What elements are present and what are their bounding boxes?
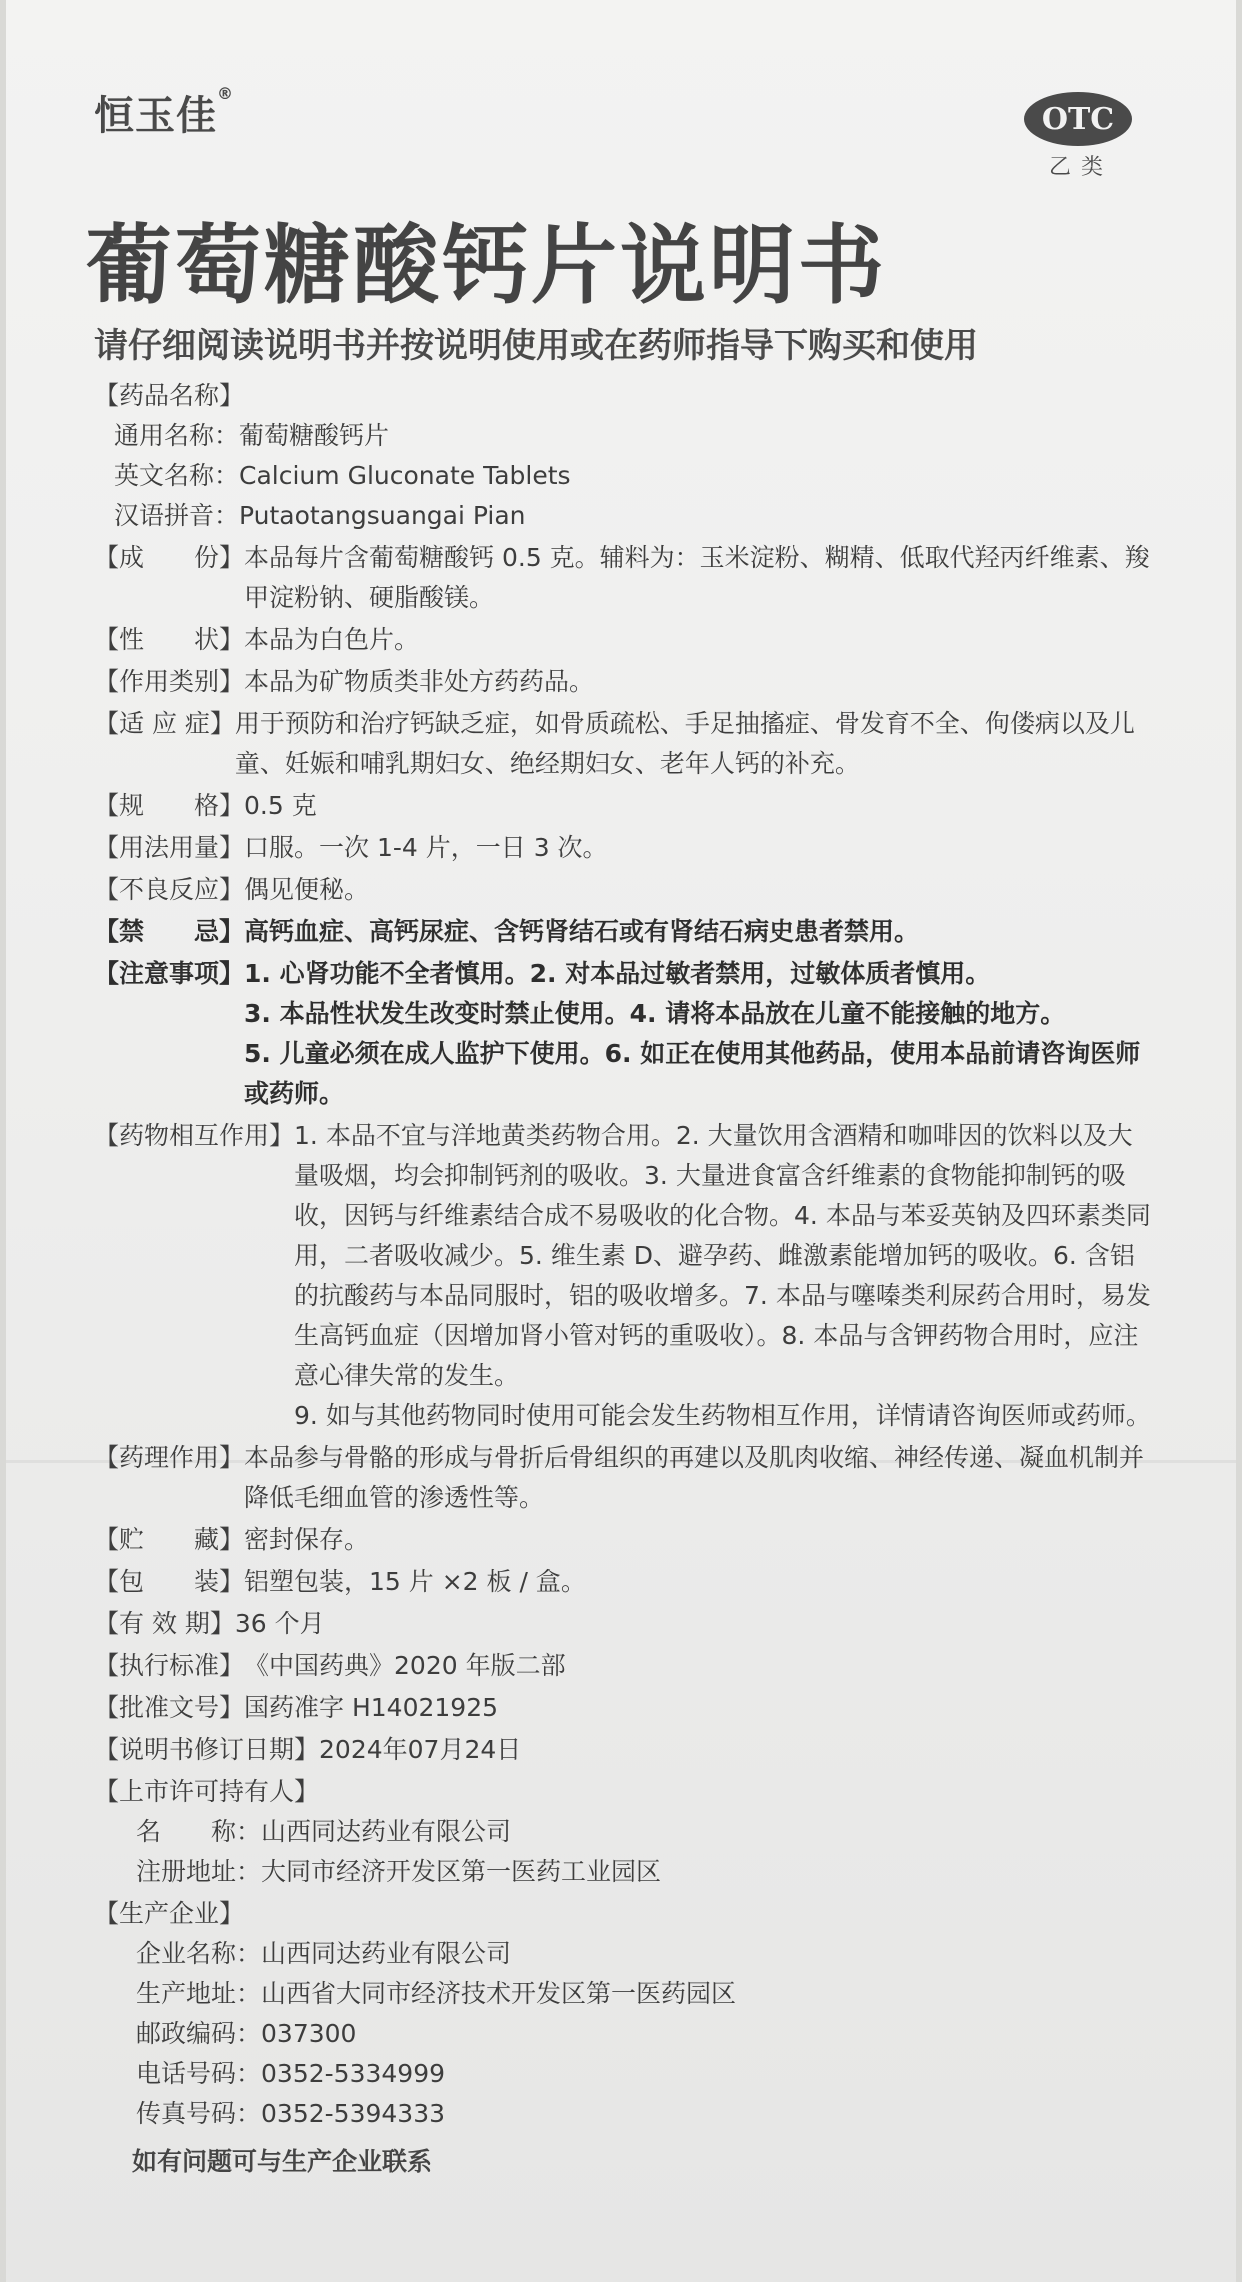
- revision-label: 【说明书修订日期】: [94, 1735, 320, 1764]
- holder-address-row: [94, 1852, 1154, 1892]
- interaction-list: [294, 1116, 1154, 1436]
- contraindication-value: 高钙血症、高钙尿症、含钙肾结石或有肾结石病史患者禁用。: [244, 917, 920, 946]
- pinyin-name-value: Putaotangsuangai Pian: [239, 501, 526, 530]
- dosage-label: 【用法用量】: [94, 833, 245, 862]
- holder-address-value: 大同市经济开发区第一医药工业园区: [261, 1857, 662, 1886]
- category-value: 本品为矿物质类非处方药药品。: [244, 667, 595, 696]
- otc-label: OTC: [1041, 101, 1115, 137]
- english-name-row: [94, 456, 1154, 496]
- revision-row: [94, 1730, 1154, 1770]
- generic-name-label: 通用名称：: [114, 421, 240, 450]
- standard-label: 【执行标准】: [94, 1651, 245, 1680]
- appearance-label: 【性 状】: [94, 625, 245, 654]
- contraindication-row: [94, 912, 1154, 952]
- section-heading-holder: 【上市许可持有人】: [94, 1777, 320, 1806]
- indication-row: [94, 704, 1154, 784]
- caution-row: [94, 954, 1154, 1114]
- category-label: 【作用类别】: [94, 667, 245, 696]
- manufacturer-name-value: 山西同达药业有限公司: [261, 1939, 512, 1968]
- page-title: 葡萄糖酸钙片说明书: [86, 216, 887, 316]
- interaction-row: [94, 1116, 1154, 1436]
- pharmacology-value: 本品参与骨骼的形成与骨折后骨组织的再建以及肌肉收缩、神经传递、凝血机制并降低毛细血管的渗透性等。: [244, 1443, 1145, 1512]
- storage-row: [94, 1520, 1154, 1560]
- pinyin-name-row: [94, 496, 1154, 536]
- caution-item: 5. 儿童必须在成人监护下使用。6. 如正在使用其他药品，使用本品前请咨询医师或药师。: [244, 1039, 1141, 1108]
- appearance-row: [94, 620, 1154, 660]
- leaflet-page: [6, 0, 1236, 2282]
- holder-name-label: 名 称：: [136, 1817, 262, 1846]
- adverse-value: 偶见便秘。: [244, 875, 370, 904]
- caution-item: 3. 本品性状发生改变时禁止使用。4. 请将本品放在儿童不能接触的地方。: [244, 999, 1066, 1028]
- adverse-label: 【不良反应】: [94, 875, 245, 904]
- pharmacology-label: 【药理作用】: [94, 1443, 245, 1472]
- registered-mark: ®: [217, 84, 234, 103]
- contact-note: 如有问题可与生产企业联系: [132, 2147, 433, 2176]
- generic-name-value: 葡萄糖酸钙片: [239, 421, 390, 450]
- approval-row: [94, 1688, 1154, 1728]
- dosage-value: 口服。一次 1-4 片，一日 3 次。: [244, 833, 608, 862]
- interaction-label: 【药物相互作用】: [94, 1121, 295, 1150]
- otc-badge: [1024, 92, 1132, 146]
- postcode-label: 邮政编码：: [136, 2019, 262, 2048]
- manufacturer-name-label: 企业名称：: [136, 1939, 262, 1968]
- appearance-value: 本品为白色片。: [244, 625, 420, 654]
- indication-value: 用于预防和治疗钙缺乏症，如骨质疏松、手足抽搐症、骨发育不全、佝偻病以及儿童、妊娠和哺乳期妇女、绝经期妇女、老年人钙的补充。: [234, 709, 1135, 778]
- interaction-text: 1. 本品不宜与洋地黄类药物合用。2. 大量饮用含酒精和咖啡因的饮料以及大量吸烟，均会抑制钙剂的吸收。3. 大量进食富含纤维素的食物能抑制钙的吸收，因钙与纤维素结合成不易吸收的化合物。4. 本品与苯妥英钠及四环素类同用，二者吸收减少。5. 维生素 D、避孕药、雌激素能增加钙的吸收。6. 含铝的抗酸药与本品同服时，铝的吸收增多。7. 本品与噻嗪类利尿药合用时，易发生高钙血症（因增加肾小管对钙的重吸收）。8. 本品与含钾药物合用时，应注意心律失常的发生。: [294, 1121, 1151, 1390]
- contraindication-label: 【禁 忌】: [94, 917, 245, 946]
- dosage-row: [94, 828, 1154, 868]
- fax-label: 传真号码：: [136, 2099, 262, 2128]
- fax-value: 0352-5394333: [261, 2099, 445, 2128]
- adverse-row: [94, 870, 1154, 910]
- leaflet-content: [94, 376, 1154, 2182]
- approval-label: 【批准文号】: [94, 1693, 245, 1722]
- manufacturer-name-row: [94, 1934, 1154, 1974]
- interaction-text: 9. 如与其他药物同时使用可能会发生药物相互作用，详情请咨询医师或药师。: [294, 1401, 1151, 1430]
- postcode-value: 037300: [261, 2019, 357, 2048]
- storage-value: 密封保存。: [244, 1525, 370, 1554]
- manufacturer-address-label: 生产地址：: [136, 1979, 262, 2008]
- section-heading-manufacturer: 【生产企业】: [94, 1899, 245, 1928]
- approval-value: 国药准字 H14021925: [244, 1693, 499, 1722]
- spec-row: [94, 786, 1154, 826]
- brand-name: 恒玉佳: [94, 93, 217, 139]
- caution-list: [244, 954, 1154, 1114]
- composition-row: [94, 538, 1154, 618]
- standard-row: [94, 1646, 1154, 1686]
- caution-item: 1. 心肾功能不全者慎用。2. 对本品过敏者禁用，过敏体质者慎用。: [244, 959, 991, 988]
- expiry-label: 【有 效 期】: [94, 1609, 235, 1638]
- holder-address-label: 注册地址：: [136, 1857, 262, 1886]
- phone-label: 电话号码：: [136, 2059, 262, 2088]
- section-heading-drug-name: 【药品名称】: [94, 381, 245, 410]
- package-label: 【包 装】: [94, 1567, 245, 1596]
- spec-label: 【规 格】: [94, 791, 245, 820]
- package-row: [94, 1562, 1154, 1602]
- english-name-label: 英文名称：: [114, 461, 240, 490]
- storage-label: 【贮 藏】: [94, 1525, 245, 1554]
- caution-label: 【注意事项】: [94, 959, 245, 988]
- category-row: [94, 662, 1154, 702]
- brand-logo: [94, 84, 234, 141]
- standard-value: 《中国药典》2020 年版二部: [244, 1651, 566, 1680]
- pinyin-name-label: 汉语拼音：: [114, 501, 240, 530]
- expiry-row: [94, 1604, 1154, 1644]
- page-subtitle: 请仔细阅读说明书并按说明使用或在药师指导下购买和使用: [94, 326, 978, 366]
- holder-name-value: 山西同达药业有限公司: [261, 1817, 512, 1846]
- holder-name-row: [94, 1812, 1154, 1852]
- expiry-value: 36 个月: [234, 1609, 325, 1638]
- package-value: 铝塑包装，15 片 ×2 板 / 盒。: [244, 1567, 586, 1596]
- spec-value: 0.5 克: [244, 791, 317, 820]
- phone-row: [94, 2054, 1154, 2094]
- postcode-row: [94, 2014, 1154, 2054]
- english-name-value: Calcium Gluconate Tablets: [239, 461, 571, 490]
- pharmacology-row: [94, 1438, 1154, 1518]
- fax-row: [94, 2094, 1154, 2134]
- manufacturer-address-row: [94, 1974, 1154, 2014]
- otc-category: 乙类: [1048, 155, 1113, 180]
- composition-label: 【成 份】: [94, 543, 245, 572]
- generic-name-row: [94, 416, 1154, 456]
- phone-value: 0352-5334999: [261, 2059, 445, 2088]
- composition-value: 本品每片含葡萄糖酸钙 0.5 克。辅料为：玉米淀粉、糊精、低取代羟丙纤维素、羧甲淀粉钠、硬脂酸镁。: [244, 543, 1150, 612]
- indication-label: 【适 应 症】: [94, 709, 235, 738]
- revision-value: 2024年07月24日: [319, 1735, 522, 1764]
- manufacturer-address-value: 山西省大同市经济技术开发区第一医药园区: [261, 1979, 737, 2008]
